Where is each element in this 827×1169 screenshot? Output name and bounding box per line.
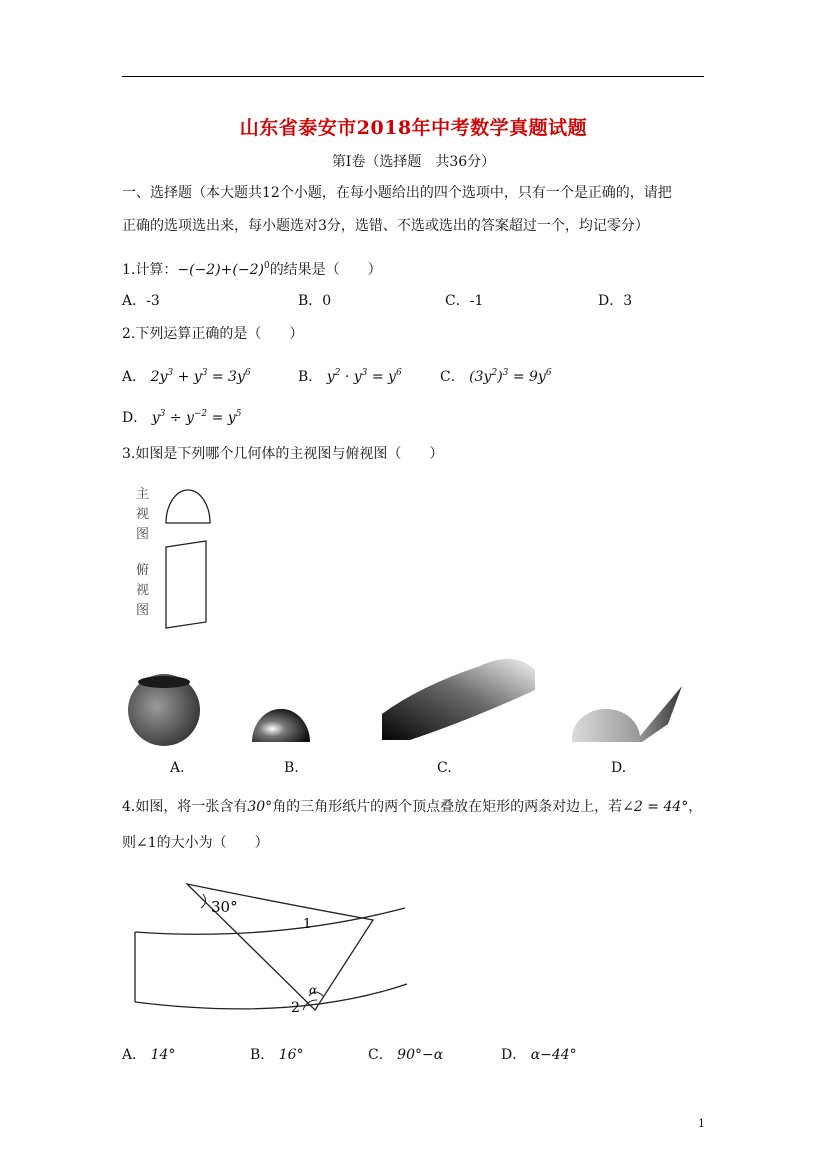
exam-title: 山东省泰安市2018年中考数学真题试题 (239, 117, 588, 139)
q3-option-c: C. (437, 760, 452, 776)
q4-option-d: D． α−44° (501, 1047, 577, 1063)
q3-label-top-3: 图 (136, 603, 150, 618)
q2-d-label: D． (122, 410, 148, 426)
section-heading: 第Ⅰ卷（选择题 共36分） (331, 154, 496, 170)
instructions-line-2: 正确的选项选出来，每小题选对3分，选错、不选或选出的答案超过一个，均记零分） (122, 218, 649, 234)
q4-option-b: B． 16° (250, 1047, 304, 1063)
q3-solid-b (252, 709, 310, 742)
fig-label-1: 1 (303, 917, 312, 932)
q3-label-top-1: 俯 (136, 563, 150, 578)
q3-front-view (166, 490, 210, 523)
q2-option-b: B． $y^2 \cdot y^3 = y^6$ (298, 368, 402, 385)
q4-c-value: 90°−α (397, 1047, 444, 1063)
q2-b-label: B． (298, 369, 323, 385)
q4-option-a: A． 14° (122, 1047, 176, 1063)
fig-label-30: 30° (211, 898, 238, 916)
fig-label-alpha: α (309, 983, 318, 997)
q1-expression: −(−2)+(−2) (177, 262, 264, 278)
page-number: 1 (698, 1117, 705, 1130)
q4-d-value: α−44° (530, 1047, 577, 1063)
q2-option-a: A． $2y^3 + y^3 = 3y^6$ (122, 368, 251, 385)
instructions-line-1: 一、选择题（本大题共12个小题，在每小题给出的四个选项中，只有一个是正确的，请把 (122, 185, 672, 201)
q1-suffix: 的结果是（ ） (269, 262, 382, 278)
q3-views-figure (130, 482, 220, 632)
q1-stem (122, 258, 382, 278)
q1-prefix: 1.计算： (122, 262, 178, 278)
q3-label-main-1: 主 (136, 487, 150, 502)
q1-option-b: B．0 (298, 293, 332, 309)
q2-a-label: A． (122, 369, 147, 385)
q3-label-main-2: 视 (136, 507, 150, 522)
q3-solid-a (128, 674, 200, 746)
q4-line1-b: 角的三角形纸片的两个顶点叠放在矩形的两条对边上，若 (272, 799, 623, 815)
q2-stem: 2.下列运算正确的是（ ） (122, 326, 304, 342)
q3-option-a: A. (170, 760, 185, 776)
q4-option-c: C． 90°−α (368, 1047, 444, 1063)
q3-solid-c (382, 659, 535, 740)
q4-stem-line-2: 则∠1的大小为（ ） (122, 835, 269, 851)
q1-exponent: 0 (263, 261, 270, 271)
rect-top-edge (135, 908, 405, 934)
q3-option-d: D. (611, 760, 627, 776)
q4-figure (125, 872, 425, 1022)
q3-stem: 3.如图是下列哪个几何体的主视图与俯视图（ ） (122, 446, 444, 462)
q3-option-b: B. (284, 760, 299, 776)
q3-solids-figure (120, 650, 700, 750)
q3-solid-d (572, 686, 682, 742)
q1-option-c: C．-1 (445, 293, 484, 309)
fig-label-2: 2 (291, 1000, 300, 1016)
q2-c-label: C． (440, 369, 465, 385)
q4-a-value: 14° (150, 1047, 176, 1063)
q2-option-c: C． $(3y^2)^3 = 9y^6$ (440, 368, 552, 385)
q1-option-d: D．3 (598, 293, 633, 309)
q3-top-view (166, 541, 206, 628)
q3-label-main-3: 图 (136, 527, 150, 542)
q4-line1-a: 4.如图，将一张含有 (122, 799, 248, 815)
q4-stem-line-1: 4.如图，将一张含有30°角的三角形纸片的两个顶点叠放在矩形的两条对边上，若∠2 = 44°， (122, 799, 703, 815)
q1-option-a: A．-3 (122, 293, 160, 309)
q3-label-top-2: 视 (136, 583, 150, 598)
header-rule (122, 76, 704, 77)
q2-option-d: D． $y^3 \div y^{-2} = y^5$ (122, 409, 242, 426)
q4-b-value: 16° (278, 1047, 304, 1063)
rect-bottom-edge (135, 984, 407, 1009)
